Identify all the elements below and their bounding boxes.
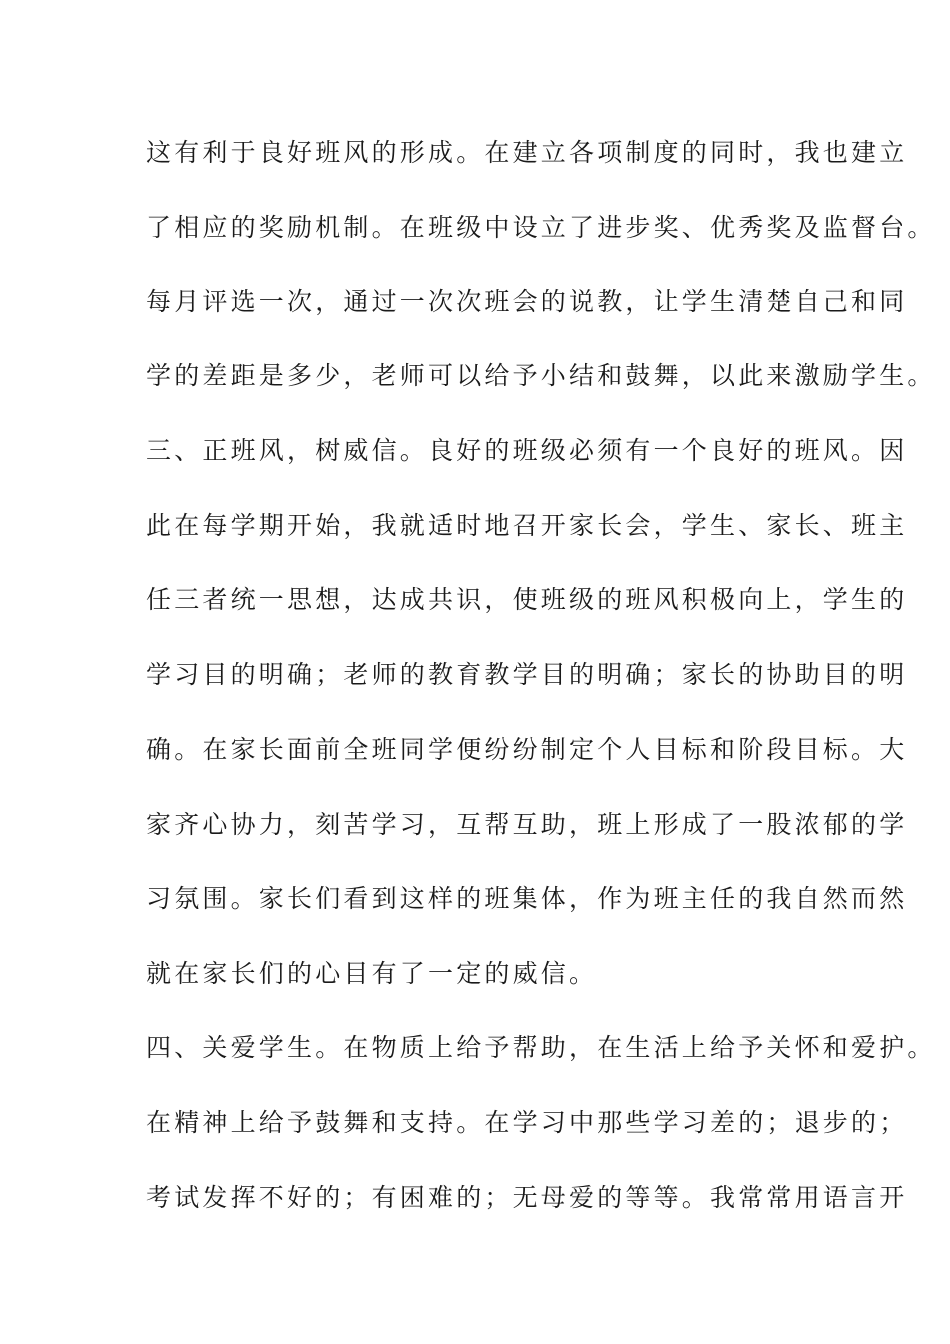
text-line: 这有利于良好班风的形成。在建立各项制度的同时，我也建立 xyxy=(146,138,908,167)
text-line: 在精神上给予鼓舞和支持。在学习中那些学习差的；退步的； xyxy=(146,1108,908,1137)
text-line: 每月评选一次，通过一次次班会的说教，让学生清楚自己和同 xyxy=(146,287,908,316)
text-line: 考试发挥不好的；有困难的；无母爱的等等。我常常用语言开 xyxy=(146,1183,908,1212)
text-line: 就在家长们的心目有了一定的威信。 xyxy=(146,959,598,988)
text-line: 家齐心协力，刻苦学习，互帮互助，班上形成了一股浓郁的学 xyxy=(146,810,908,839)
text-line: 三、正班风，树威信。良好的班级必须有一个良好的班风。因 xyxy=(146,436,908,465)
text-line: 了相应的奖励机制。在班级中设立了进步奖、优秀奖及监督台。 xyxy=(146,213,936,242)
text-line: 习氛围。家长们看到这样的班集体，作为班主任的我自然而然 xyxy=(146,884,908,913)
text-line: 四、关爱学生。在物质上给予帮助，在生活上给予关怀和爱护。 xyxy=(146,1033,936,1062)
text-line: 学的差距是多少，老师可以给予小结和鼓舞，以此来激励学生。 xyxy=(146,361,936,390)
text-line: 任三者统一思想，达成共识，使班级的班风积极向上，学生的 xyxy=(146,585,908,614)
text-line: 此在每学期开始，我就适时地召开家长会，学生、家长、班主 xyxy=(146,511,908,540)
text-line: 学习目的明确；老师的教育教学目的明确；家长的协助目的明 xyxy=(146,660,908,689)
text-line: 确。在家长面前全班同学便纷纷制定个人目标和阶段目标。大 xyxy=(146,735,908,764)
